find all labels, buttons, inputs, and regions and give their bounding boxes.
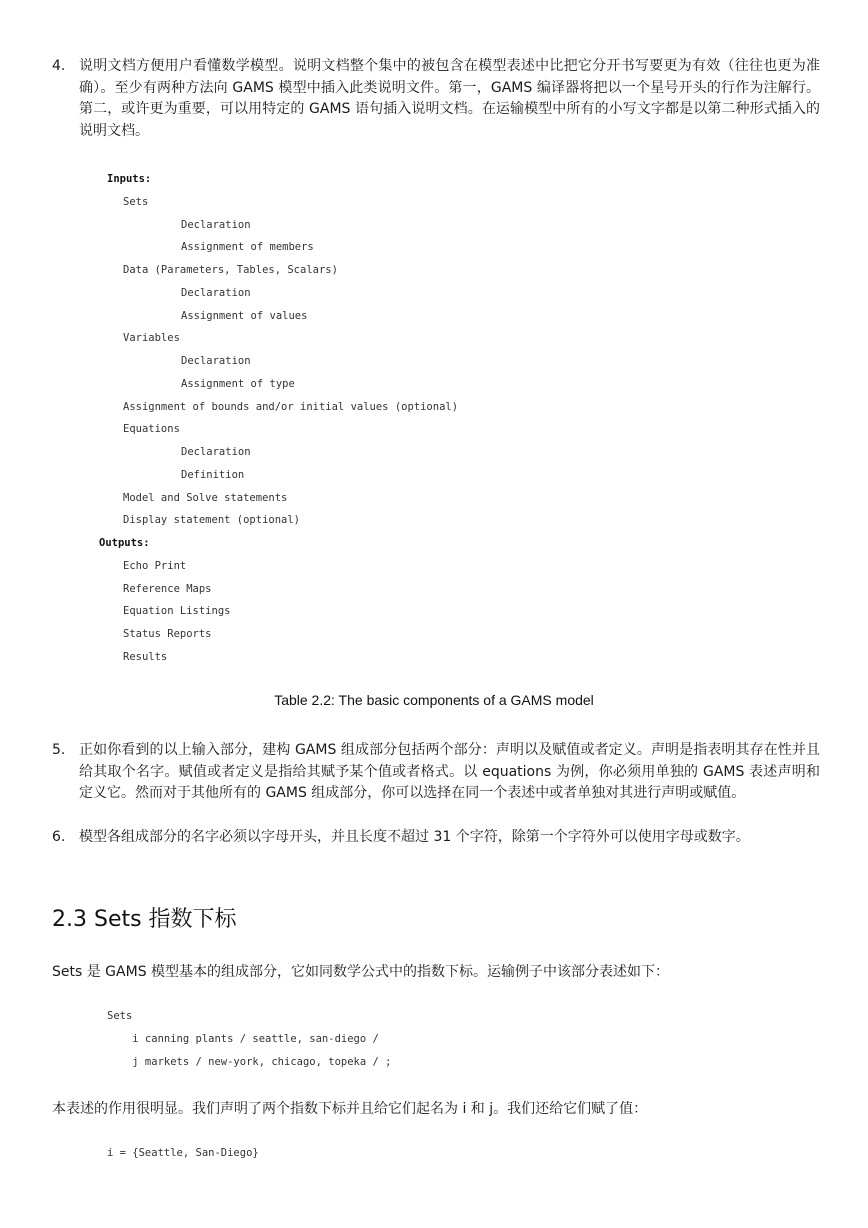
output-status-reports: Status Reports (123, 628, 212, 640)
outputs-label: Outputs: (99, 537, 150, 549)
list-item-6 (52, 827, 820, 849)
section-heading: 2.3 Sets 指数下标 (52, 907, 237, 932)
code-line: Sets (107, 1010, 133, 1022)
section-explain: 本表述的作用很明显。我们声明了两个指数下标并且给它们起名为 i 和 j。我们还给它们赋了值： (52, 1101, 648, 1117)
input-data-assignment: Assignment of values (181, 310, 308, 322)
inputs-label: Inputs: (107, 173, 152, 185)
input-variables: Variables (123, 332, 180, 344)
section-intro: Sets 是 GAMS 模型基本的组成部分，它如同数学公式中的指数下标。运输例子中该部分表述如下： (52, 964, 670, 980)
input-bounds: Assignment of bounds and/or initial values (optional) (123, 401, 459, 413)
input-data-declaration: Declaration (181, 287, 251, 299)
list-text: 正如你看到的以上输入部分，建构 GAMS 组成部分包括两个部分：声明以及赋值或者定义。声明是指表明其存在性并且给其取个名字。赋值或者定义是指给其赋予某个值或者格式。以 equations 为例，你必须用单独的 GAMS 表述声明和定义它。然而对于其他所有的 GAMS 组成部分，你可以选择在同一个表述中或者单独对其进行声明或赋值。 (79, 742, 820, 801)
list-number: 6. (52, 829, 66, 845)
output-results: Results (123, 651, 168, 663)
output-echo-print: Echo Print (123, 560, 187, 572)
list-item-4 (52, 56, 820, 142)
list-text: 模型各组成部分的名字必须以字母开头，并且长度不超过 31 个字符，除第一个字符外可以使用字母或数字。 (79, 829, 750, 845)
list-text: 说明文档方便用户看懂数学模型。说明文档整个集中的被包含在模型表述中比把它分开书写要更为有效（往往也更为准确）。至少有两种方法向 GAMS 模型中插入此类说明文件。第一，GAMS 编译器将把以一个星号开头的行作为注解行。第二，或许更为重要，可以用特定的 GAMS 语句插入说明文档。在运输模型中所有的小写文字都是以第二种形式插入的说明文档。 (79, 58, 820, 139)
code-line: i canning plants / seattle, san-diego / (107, 1033, 379, 1045)
input-variables-assignment: Assignment of type (181, 378, 295, 390)
code-line: i = {Seattle, San-Diego} (107, 1147, 259, 1159)
output-reference-maps: Reference Maps (123, 583, 212, 595)
input-equations-declaration: Declaration (181, 446, 251, 458)
output-equation-listings: Equation Listings (123, 605, 231, 617)
input-data: Data (Parameters, Tables, Scalars) (123, 264, 338, 276)
input-equations-definition: Definition (181, 469, 245, 481)
input-sets-declaration: Declaration (181, 219, 251, 231)
list-number: 5. (52, 742, 66, 758)
input-display: Display statement (optional) (123, 514, 301, 526)
input-variables-declaration: Declaration (181, 355, 251, 367)
code-line: j markets / new-york, chicago, topeka / ; (107, 1056, 392, 1068)
input-model-solve: Model and Solve statements (123, 492, 288, 504)
table-caption: Table 2.2: The basic components of a GAMS model (274, 692, 594, 708)
list-item-5 (52, 740, 820, 805)
input-sets-assignment: Assignment of members (181, 241, 314, 253)
input-sets: Sets (123, 196, 149, 208)
list-number: 4. (52, 58, 66, 74)
input-equations: Equations (123, 423, 180, 435)
